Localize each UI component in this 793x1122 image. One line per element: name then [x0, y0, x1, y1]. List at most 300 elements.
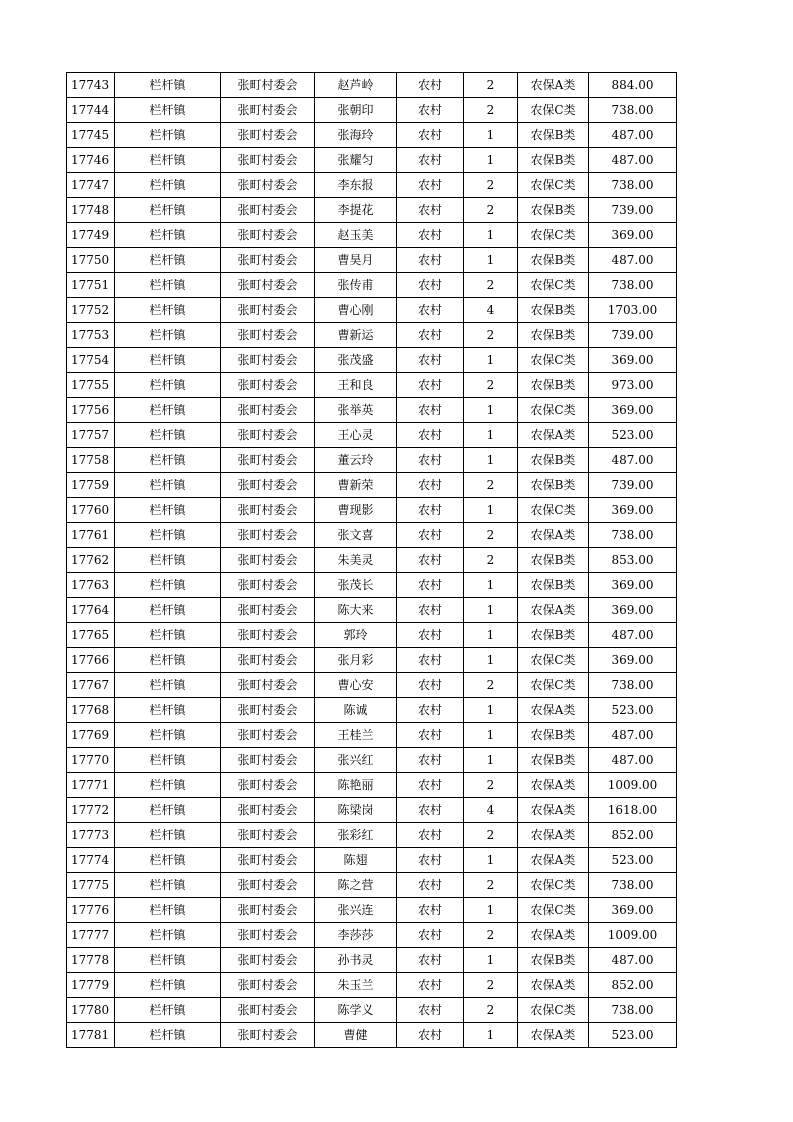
member-count-cell: 1 [464, 648, 518, 673]
village-committee-cell: 张町村委会 [221, 573, 315, 598]
insurance-category-cell: 农保A类 [518, 523, 589, 548]
table-row [67, 123, 677, 148]
table-row [67, 698, 677, 723]
town-cell: 栏杆镇 [115, 298, 221, 323]
household-type-cell: 农村 [397, 373, 464, 398]
table-row [67, 1023, 677, 1048]
member-count-cell: 1 [464, 398, 518, 423]
member-count-cell: 2 [464, 73, 518, 98]
table-row [67, 548, 677, 573]
person-name-cell: 曹健 [315, 1023, 397, 1048]
town-cell: 栏杆镇 [115, 998, 221, 1023]
village-committee-cell: 张町村委会 [221, 473, 315, 498]
insurance-category-cell: 农保B类 [518, 548, 589, 573]
amount-cell: 523.00 [589, 698, 677, 723]
table-row [67, 273, 677, 298]
household-type-cell: 农村 [397, 748, 464, 773]
amount-cell: 487.00 [589, 248, 677, 273]
village-committee-cell: 张町村委会 [221, 248, 315, 273]
village-committee-cell: 张町村委会 [221, 598, 315, 623]
person-name-cell: 张朝印 [315, 98, 397, 123]
amount-cell: 884.00 [589, 73, 677, 98]
town-cell: 栏杆镇 [115, 373, 221, 398]
person-name-cell: 张传甫 [315, 273, 397, 298]
member-count-cell: 1 [464, 148, 518, 173]
person-name-cell: 陈大来 [315, 598, 397, 623]
household-type-cell: 农村 [397, 548, 464, 573]
record-id-cell: 17753 [67, 323, 115, 348]
insurance-category-cell: 农保B类 [518, 723, 589, 748]
town-cell: 栏杆镇 [115, 948, 221, 973]
record-id-cell: 17777 [67, 923, 115, 948]
village-committee-cell: 张町村委会 [221, 298, 315, 323]
town-cell: 栏杆镇 [115, 123, 221, 148]
person-name-cell: 曹新荣 [315, 473, 397, 498]
table-row [67, 148, 677, 173]
record-id-cell: 17747 [67, 173, 115, 198]
village-committee-cell: 张町村委会 [221, 398, 315, 423]
village-committee-cell: 张町村委会 [221, 673, 315, 698]
amount-cell: 369.00 [589, 223, 677, 248]
table-row [67, 898, 677, 923]
village-committee-cell: 张町村委会 [221, 898, 315, 923]
person-name-cell: 张兴红 [315, 748, 397, 773]
record-id-cell: 17751 [67, 273, 115, 298]
table-row [67, 323, 677, 348]
insurance-category-cell: 农保A类 [518, 848, 589, 873]
town-cell: 栏杆镇 [115, 548, 221, 573]
amount-cell: 973.00 [589, 373, 677, 398]
table-row [67, 198, 677, 223]
town-cell: 栏杆镇 [115, 823, 221, 848]
table-row [67, 98, 677, 123]
member-count-cell: 2 [464, 823, 518, 848]
table-row [67, 173, 677, 198]
town-cell: 栏杆镇 [115, 848, 221, 873]
town-cell: 栏杆镇 [115, 698, 221, 723]
member-count-cell: 2 [464, 373, 518, 398]
member-count-cell: 1 [464, 348, 518, 373]
household-type-cell: 农村 [397, 198, 464, 223]
town-cell: 栏杆镇 [115, 523, 221, 548]
household-type-cell: 农村 [397, 723, 464, 748]
person-name-cell: 王心灵 [315, 423, 397, 448]
town-cell: 栏杆镇 [115, 423, 221, 448]
person-name-cell: 李提花 [315, 198, 397, 223]
town-cell: 栏杆镇 [115, 198, 221, 223]
member-count-cell: 1 [464, 248, 518, 273]
member-count-cell: 1 [464, 848, 518, 873]
household-type-cell: 农村 [397, 73, 464, 98]
insurance-category-cell: 农保A类 [518, 598, 589, 623]
town-cell: 栏杆镇 [115, 923, 221, 948]
household-type-cell: 农村 [397, 498, 464, 523]
town-cell: 栏杆镇 [115, 248, 221, 273]
amount-cell: 852.00 [589, 973, 677, 998]
town-cell: 栏杆镇 [115, 148, 221, 173]
record-id-cell: 17772 [67, 798, 115, 823]
household-type-cell: 农村 [397, 873, 464, 898]
person-name-cell: 张兴连 [315, 898, 397, 923]
member-count-cell: 2 [464, 98, 518, 123]
member-count-cell: 2 [464, 173, 518, 198]
member-count-cell: 2 [464, 198, 518, 223]
person-name-cell: 张文喜 [315, 523, 397, 548]
record-id-cell: 17760 [67, 498, 115, 523]
household-type-cell: 农村 [397, 523, 464, 548]
household-type-cell: 农村 [397, 223, 464, 248]
insurance-category-cell: 农保C类 [518, 998, 589, 1023]
person-name-cell: 张耀匀 [315, 148, 397, 173]
amount-cell: 1009.00 [589, 773, 677, 798]
town-cell: 栏杆镇 [115, 648, 221, 673]
amount-cell: 523.00 [589, 848, 677, 873]
person-name-cell: 朱玉兰 [315, 973, 397, 998]
table-row [67, 948, 677, 973]
household-type-cell: 农村 [397, 98, 464, 123]
insurance-category-cell: 农保B类 [518, 123, 589, 148]
insurance-category-cell: 农保B类 [518, 948, 589, 973]
member-count-cell: 1 [464, 623, 518, 648]
household-type-cell: 农村 [397, 248, 464, 273]
member-count-cell: 1 [464, 598, 518, 623]
town-cell: 栏杆镇 [115, 448, 221, 473]
village-committee-cell: 张町村委会 [221, 448, 315, 473]
amount-cell: 738.00 [589, 173, 677, 198]
record-id-cell: 17771 [67, 773, 115, 798]
table-row [67, 648, 677, 673]
member-count-cell: 1 [464, 748, 518, 773]
record-id-cell: 17780 [67, 998, 115, 1023]
member-count-cell: 2 [464, 673, 518, 698]
insurance-category-cell: 农保A类 [518, 1023, 589, 1048]
person-name-cell: 张海玲 [315, 123, 397, 148]
amount-cell: 1618.00 [589, 798, 677, 823]
person-name-cell: 朱美灵 [315, 548, 397, 573]
table-row [67, 73, 677, 98]
record-id-cell: 17754 [67, 348, 115, 373]
table-row [67, 398, 677, 423]
record-id-cell: 17778 [67, 948, 115, 973]
insurance-category-cell: 农保B类 [518, 198, 589, 223]
insurance-category-cell: 农保B类 [518, 298, 589, 323]
insurance-category-cell: 农保C类 [518, 498, 589, 523]
village-committee-cell: 张町村委会 [221, 498, 315, 523]
record-id-cell: 17743 [67, 73, 115, 98]
town-cell: 栏杆镇 [115, 873, 221, 898]
amount-cell: 523.00 [589, 423, 677, 448]
record-id-cell: 17768 [67, 698, 115, 723]
village-committee-cell: 张町村委会 [221, 523, 315, 548]
person-name-cell: 孙书灵 [315, 948, 397, 973]
member-count-cell: 1 [464, 448, 518, 473]
village-committee-cell: 张町村委会 [221, 548, 315, 573]
amount-cell: 369.00 [589, 398, 677, 423]
table-row [67, 848, 677, 873]
household-type-cell: 农村 [397, 273, 464, 298]
person-name-cell: 曹现影 [315, 498, 397, 523]
village-committee-cell: 张町村委会 [221, 873, 315, 898]
insurance-category-cell: 农保C类 [518, 348, 589, 373]
village-committee-cell: 张町村委会 [221, 273, 315, 298]
household-type-cell: 农村 [397, 148, 464, 173]
village-committee-cell: 张町村委会 [221, 323, 315, 348]
household-type-cell: 农村 [397, 623, 464, 648]
household-type-cell: 农村 [397, 648, 464, 673]
person-name-cell: 陈艳丽 [315, 773, 397, 798]
insurance-category-cell: 农保A类 [518, 73, 589, 98]
household-type-cell: 农村 [397, 323, 464, 348]
record-id-cell: 17744 [67, 98, 115, 123]
village-committee-cell: 张町村委会 [221, 123, 315, 148]
member-count-cell: 2 [464, 973, 518, 998]
record-id-cell: 17748 [67, 198, 115, 223]
amount-cell: 487.00 [589, 148, 677, 173]
household-type-cell: 农村 [397, 848, 464, 873]
town-cell: 栏杆镇 [115, 323, 221, 348]
insurance-category-cell: 农保C类 [518, 898, 589, 923]
town-cell: 栏杆镇 [115, 173, 221, 198]
amount-cell: 369.00 [589, 348, 677, 373]
record-id-cell: 17765 [67, 623, 115, 648]
household-type-cell: 农村 [397, 423, 464, 448]
record-id-cell: 17750 [67, 248, 115, 273]
member-count-cell: 1 [464, 498, 518, 523]
insurance-category-cell: 农保C类 [518, 648, 589, 673]
member-count-cell: 1 [464, 1023, 518, 1048]
village-committee-cell: 张町村委会 [221, 198, 315, 223]
town-cell: 栏杆镇 [115, 273, 221, 298]
village-committee-cell: 张町村委会 [221, 773, 315, 798]
amount-cell: 738.00 [589, 523, 677, 548]
member-count-cell: 2 [464, 548, 518, 573]
person-name-cell: 张茂盛 [315, 348, 397, 373]
town-cell: 栏杆镇 [115, 398, 221, 423]
person-name-cell: 张月彩 [315, 648, 397, 673]
household-type-cell: 农村 [397, 348, 464, 373]
village-committee-cell: 张町村委会 [221, 173, 315, 198]
insurance-category-cell: 农保A类 [518, 698, 589, 723]
member-count-cell: 4 [464, 298, 518, 323]
household-type-cell: 农村 [397, 473, 464, 498]
village-committee-cell: 张町村委会 [221, 998, 315, 1023]
town-cell: 栏杆镇 [115, 973, 221, 998]
town-cell: 栏杆镇 [115, 898, 221, 923]
member-count-cell: 2 [464, 923, 518, 948]
village-committee-cell: 张町村委会 [221, 848, 315, 873]
roster-table [66, 72, 677, 1048]
record-id-cell: 17756 [67, 398, 115, 423]
town-cell: 栏杆镇 [115, 98, 221, 123]
village-committee-cell: 张町村委会 [221, 373, 315, 398]
table-row [67, 748, 677, 773]
insurance-category-cell: 农保B类 [518, 623, 589, 648]
table-row [67, 673, 677, 698]
town-cell: 栏杆镇 [115, 498, 221, 523]
member-count-cell: 2 [464, 323, 518, 348]
table-row [67, 248, 677, 273]
village-committee-cell: 张町村委会 [221, 723, 315, 748]
village-committee-cell: 张町村委会 [221, 798, 315, 823]
member-count-cell: 1 [464, 423, 518, 448]
person-name-cell: 李莎莎 [315, 923, 397, 948]
household-type-cell: 农村 [397, 798, 464, 823]
household-type-cell: 农村 [397, 973, 464, 998]
table-row [67, 923, 677, 948]
household-type-cell: 农村 [397, 898, 464, 923]
table-row [67, 873, 677, 898]
record-id-cell: 17757 [67, 423, 115, 448]
insurance-category-cell: 农保C类 [518, 873, 589, 898]
table-row [67, 373, 677, 398]
insurance-category-cell: 农保A类 [518, 923, 589, 948]
amount-cell: 369.00 [589, 598, 677, 623]
person-name-cell: 陈翅 [315, 848, 397, 873]
record-id-cell: 17745 [67, 123, 115, 148]
village-committee-cell: 张町村委会 [221, 73, 315, 98]
insurance-category-cell: 农保B类 [518, 473, 589, 498]
member-count-cell: 1 [464, 573, 518, 598]
amount-cell: 853.00 [589, 548, 677, 573]
amount-cell: 739.00 [589, 323, 677, 348]
insurance-category-cell: 农保B类 [518, 373, 589, 398]
person-name-cell: 张彩红 [315, 823, 397, 848]
person-name-cell: 陈梁岗 [315, 798, 397, 823]
person-name-cell: 曹心安 [315, 673, 397, 698]
amount-cell: 738.00 [589, 98, 677, 123]
table-row [67, 473, 677, 498]
member-count-cell: 2 [464, 773, 518, 798]
household-type-cell: 农村 [397, 1023, 464, 1048]
record-id-cell: 17755 [67, 373, 115, 398]
amount-cell: 369.00 [589, 898, 677, 923]
person-name-cell: 陈之营 [315, 873, 397, 898]
insurance-category-cell: 农保B类 [518, 748, 589, 773]
household-type-cell: 农村 [397, 573, 464, 598]
record-id-cell: 17770 [67, 748, 115, 773]
insurance-category-cell: 农保B类 [518, 148, 589, 173]
table-row [67, 823, 677, 848]
member-count-cell: 2 [464, 873, 518, 898]
insurance-category-cell: 农保A类 [518, 973, 589, 998]
person-name-cell: 曹心刚 [315, 298, 397, 323]
amount-cell: 487.00 [589, 448, 677, 473]
town-cell: 栏杆镇 [115, 573, 221, 598]
amount-cell: 738.00 [589, 273, 677, 298]
amount-cell: 487.00 [589, 723, 677, 748]
record-id-cell: 17769 [67, 723, 115, 748]
person-name-cell: 王桂兰 [315, 723, 397, 748]
village-committee-cell: 张町村委会 [221, 1023, 315, 1048]
town-cell: 栏杆镇 [115, 598, 221, 623]
person-name-cell: 陈学义 [315, 998, 397, 1023]
amount-cell: 1703.00 [589, 298, 677, 323]
person-name-cell: 张茂长 [315, 573, 397, 598]
insurance-category-cell: 农保C类 [518, 98, 589, 123]
village-committee-cell: 张町村委会 [221, 348, 315, 373]
insurance-category-cell: 农保A类 [518, 798, 589, 823]
record-id-cell: 17779 [67, 973, 115, 998]
insurance-category-cell: 农保C类 [518, 223, 589, 248]
household-type-cell: 农村 [397, 673, 464, 698]
town-cell: 栏杆镇 [115, 223, 221, 248]
table-row [67, 798, 677, 823]
household-type-cell: 农村 [397, 698, 464, 723]
amount-cell: 369.00 [589, 648, 677, 673]
table-row [67, 348, 677, 373]
table-row [67, 773, 677, 798]
town-cell: 栏杆镇 [115, 723, 221, 748]
amount-cell: 369.00 [589, 573, 677, 598]
member-count-cell: 1 [464, 948, 518, 973]
village-committee-cell: 张町村委会 [221, 223, 315, 248]
insurance-category-cell: 农保B类 [518, 323, 589, 348]
town-cell: 栏杆镇 [115, 1023, 221, 1048]
village-committee-cell: 张町村委会 [221, 948, 315, 973]
town-cell: 栏杆镇 [115, 798, 221, 823]
table-row [67, 223, 677, 248]
table-row [67, 573, 677, 598]
village-committee-cell: 张町村委会 [221, 148, 315, 173]
village-committee-cell: 张町村委会 [221, 923, 315, 948]
record-id-cell: 17749 [67, 223, 115, 248]
town-cell: 栏杆镇 [115, 473, 221, 498]
record-id-cell: 17758 [67, 448, 115, 473]
member-count-cell: 1 [464, 698, 518, 723]
household-type-cell: 农村 [397, 298, 464, 323]
insurance-category-cell: 农保C类 [518, 673, 589, 698]
person-name-cell: 张举英 [315, 398, 397, 423]
amount-cell: 739.00 [589, 198, 677, 223]
household-type-cell: 农村 [397, 948, 464, 973]
record-id-cell: 17752 [67, 298, 115, 323]
town-cell: 栏杆镇 [115, 773, 221, 798]
table-row [67, 623, 677, 648]
member-count-cell: 1 [464, 223, 518, 248]
household-type-cell: 农村 [397, 448, 464, 473]
record-id-cell: 17781 [67, 1023, 115, 1048]
person-name-cell: 陈诚 [315, 698, 397, 723]
member-count-cell: 1 [464, 898, 518, 923]
record-id-cell: 17761 [67, 523, 115, 548]
town-cell: 栏杆镇 [115, 748, 221, 773]
village-committee-cell: 张町村委会 [221, 698, 315, 723]
table-row [67, 498, 677, 523]
table-row [67, 598, 677, 623]
amount-cell: 738.00 [589, 673, 677, 698]
member-count-cell: 2 [464, 473, 518, 498]
household-type-cell: 农村 [397, 998, 464, 1023]
person-name-cell: 李东报 [315, 173, 397, 198]
village-committee-cell: 张町村委会 [221, 98, 315, 123]
insurance-category-cell: 农保B类 [518, 573, 589, 598]
insurance-category-cell: 农保A类 [518, 823, 589, 848]
amount-cell: 487.00 [589, 123, 677, 148]
insurance-category-cell: 农保B类 [518, 248, 589, 273]
table-row [67, 723, 677, 748]
person-name-cell: 郭玲 [315, 623, 397, 648]
amount-cell: 487.00 [589, 623, 677, 648]
village-committee-cell: 张町村委会 [221, 973, 315, 998]
member-count-cell: 2 [464, 998, 518, 1023]
town-cell: 栏杆镇 [115, 73, 221, 98]
record-id-cell: 17773 [67, 823, 115, 848]
insurance-category-cell: 农保A类 [518, 773, 589, 798]
amount-cell: 369.00 [589, 498, 677, 523]
table-row [67, 523, 677, 548]
household-type-cell: 农村 [397, 923, 464, 948]
town-cell: 栏杆镇 [115, 348, 221, 373]
